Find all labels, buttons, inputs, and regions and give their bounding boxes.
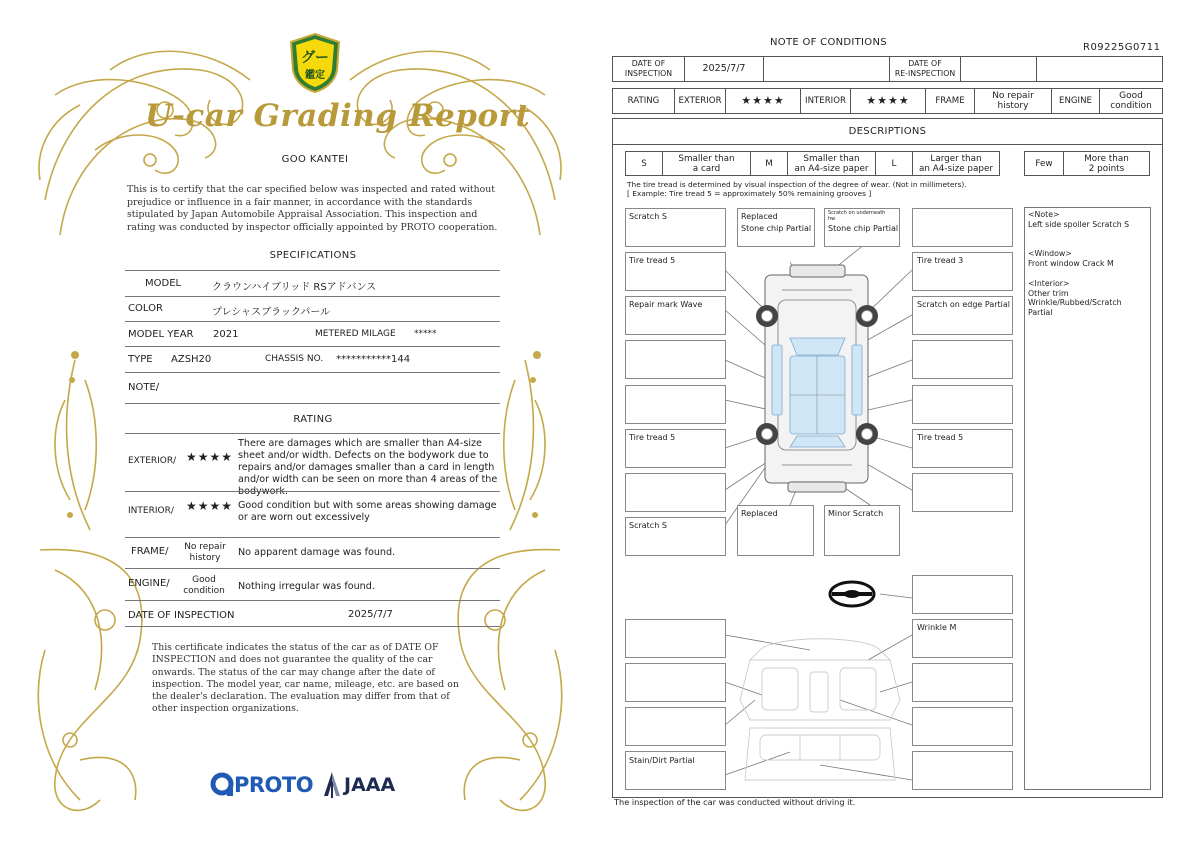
empty-cell bbox=[1036, 56, 1163, 82]
proto-wordmark: PROTO bbox=[234, 773, 314, 797]
date-of-inspection-label: DATE OF INSPECTION bbox=[612, 56, 685, 82]
tire-note: The tire tread is determined by visual inspection of the degree of wear. (Not in millimeters). bbox=[627, 180, 967, 189]
interior-rating-stars: ★★★★ bbox=[850, 88, 926, 114]
jaaa-logo-icon bbox=[320, 772, 344, 798]
goo-kantei-badge-icon bbox=[287, 32, 343, 94]
note-label: NOTE/ bbox=[128, 382, 160, 393]
engine-description: Nothing irregular was found. bbox=[238, 581, 375, 592]
interior-text: Wrinkle/Rubbed/Scratch bbox=[1028, 298, 1122, 307]
condition-label: Repair mark Wave bbox=[629, 300, 703, 309]
svg-text:鑑定: 鑑定 bbox=[305, 70, 325, 81]
divider bbox=[125, 346, 500, 347]
condition-box bbox=[912, 208, 1013, 247]
legend-l-key: L bbox=[875, 151, 913, 176]
divider bbox=[125, 321, 500, 322]
condition-label: Replaced bbox=[741, 212, 778, 221]
window-text: Front window Crack M bbox=[1028, 259, 1114, 268]
window-heading: <Window> bbox=[1028, 249, 1072, 258]
note-heading: <Note> bbox=[1028, 210, 1060, 219]
divider bbox=[125, 270, 500, 271]
condition-box bbox=[625, 707, 726, 746]
engine-value: Good condition bbox=[183, 575, 225, 596]
color-value: プレシャスブラックパール bbox=[212, 307, 331, 318]
frame-description: No apparent damage was found. bbox=[238, 547, 396, 558]
condition-label: Replaced bbox=[741, 509, 778, 518]
date-of-reinspection-label: DATE OF RE-INSPECTION bbox=[889, 56, 961, 82]
condition-box bbox=[625, 340, 726, 379]
condition-box bbox=[912, 575, 1013, 614]
interior-text: Partial bbox=[1028, 308, 1053, 317]
condition-label: Tire tread 5 bbox=[629, 433, 676, 442]
condition-label: hw bbox=[828, 216, 836, 222]
divider bbox=[125, 537, 500, 538]
condition-box bbox=[912, 340, 1013, 379]
divider bbox=[125, 403, 500, 404]
legend-few-key: Few bbox=[1024, 151, 1064, 176]
interior-text: Other trim bbox=[1028, 289, 1069, 298]
condition-box bbox=[912, 385, 1013, 424]
interior-label: INTERIOR bbox=[800, 88, 851, 114]
inspection-footnote: The inspection of the car was conducted without driving it. bbox=[614, 797, 856, 807]
divider bbox=[125, 372, 500, 373]
model-value: クラウンハイブリッド RSアドバンス bbox=[212, 282, 377, 293]
condition-label: Scratch S bbox=[629, 521, 667, 530]
engine-value: Good condition bbox=[1099, 88, 1163, 114]
tire-example-note: [ Example: Tire tread 5 = approximately 50% remaining grooves ] bbox=[627, 189, 872, 198]
report-script-title: U-car Grading Report bbox=[145, 98, 531, 134]
legend-s-key: S bbox=[625, 151, 663, 176]
divider bbox=[125, 296, 500, 297]
exterior-stars: ★★★★ bbox=[186, 450, 234, 464]
engine-label: ENGINE/ bbox=[128, 578, 170, 589]
chassis-label: CHASSIS NO. bbox=[265, 354, 324, 364]
condition-label: Wrinkle M bbox=[917, 623, 957, 632]
condition-label: Scratch S bbox=[629, 212, 667, 221]
frame-value: No repair history bbox=[184, 542, 226, 563]
exterior-label: EXTERIOR bbox=[674, 88, 726, 114]
divider bbox=[125, 600, 500, 601]
model-label: MODEL bbox=[145, 278, 182, 289]
legend-few-text: More than 2 points bbox=[1063, 151, 1150, 176]
type-value: AZSH20 bbox=[171, 354, 212, 365]
divider bbox=[125, 433, 500, 434]
model-year-label: MODEL YEAR bbox=[128, 329, 194, 340]
inspection-date-label: DATE OF INSPECTION bbox=[128, 610, 235, 621]
condition-box bbox=[912, 707, 1013, 746]
chassis-value: ***********144 bbox=[336, 354, 411, 365]
exterior-description: There are damages which are smaller than A4-size sheet and/or width. Defects on the bodywork due to repairs and/or damages smaller than a card in length and/or width can be seen on more than 4 areas of the bodywork. bbox=[238, 438, 498, 497]
legend-m-text: Smaller than an A4-size paper bbox=[787, 151, 876, 176]
condition-label: Scratch on underneath bbox=[828, 210, 886, 216]
reference-number: R09225G0711 bbox=[1083, 42, 1161, 53]
interior-stars: ★★★★ bbox=[186, 499, 234, 513]
frame-label: FRAME/ bbox=[131, 546, 169, 557]
condition-label: Stone chip Partial bbox=[741, 224, 812, 233]
condition-box bbox=[625, 473, 726, 512]
condition-label: Stain/Dirt Partial bbox=[629, 756, 695, 765]
metered-mileage-label: METERED MILAGE bbox=[315, 329, 396, 339]
empty-cell bbox=[763, 56, 890, 82]
legend-m-key: M bbox=[750, 151, 788, 176]
legend-l-text: Larger than an A4-size paper bbox=[912, 151, 1000, 176]
divider bbox=[125, 568, 500, 569]
divider bbox=[125, 491, 500, 492]
condition-box bbox=[912, 751, 1013, 790]
condition-box bbox=[625, 385, 726, 424]
exterior-label: EXTERIOR/ bbox=[128, 456, 177, 466]
inspection-date-value: 2025/7/7 bbox=[348, 609, 393, 620]
exterior-rating-stars: ★★★★ bbox=[725, 88, 801, 114]
frame-label: FRAME bbox=[925, 88, 975, 114]
rating-heading: RATING bbox=[293, 414, 333, 425]
certificate-intro: This is to certify that the car specified below was inspected and rated without prejudice or influence in a fair manner, in accordance with the standards stipulated by Japan Automobile Appraisal Association. This inspection and rating was conducted by inspector officially appointed by PROTO cooperation. bbox=[127, 184, 498, 233]
svg-text:グー: グー bbox=[301, 50, 329, 66]
condition-box bbox=[912, 473, 1013, 512]
note-of-conditions-title: NOTE OF CONDITIONS bbox=[770, 37, 887, 48]
condition-label: Stone chip Partial bbox=[828, 224, 899, 233]
date-of-inspection-value: 2025/7/7 bbox=[684, 56, 764, 82]
descriptions-heading: DESCRIPTIONS bbox=[612, 118, 1163, 145]
interior-description: Good condition but with some areas showing damage or are worn out excessively bbox=[238, 500, 497, 523]
metered-mileage-value: ***** bbox=[414, 329, 437, 339]
note-text: Left side spoiler Scratch S bbox=[1028, 220, 1130, 229]
divider bbox=[125, 626, 500, 627]
condition-label: Scratch on edge Partial bbox=[917, 300, 1011, 309]
condition-box bbox=[912, 663, 1013, 702]
footer-logos bbox=[210, 770, 400, 800]
certificate-disclaimer: This certificate indicates the status of the car as of DATE OF INSPECTION and does not guarantee the quality of the car onwards. The status of the car may change after the date of inspection. The model year, car name, mileage, etc. are based on the dealer's declaration. The evaluation may differ from that of other inspection organizations. bbox=[152, 642, 459, 715]
condition-label: Tire tread 3 bbox=[917, 256, 964, 265]
empty-cell bbox=[960, 56, 1037, 82]
issuer-name: GOO KANTEI bbox=[281, 154, 349, 165]
interior-label: INTERIOR/ bbox=[128, 506, 174, 516]
jaaa-wordmark: JAAA bbox=[344, 774, 396, 796]
color-label: COLOR bbox=[128, 303, 163, 314]
rating-label: RATING bbox=[612, 88, 675, 114]
engine-label: ENGINE bbox=[1051, 88, 1100, 114]
condition-label: Tire tread 5 bbox=[629, 256, 676, 265]
interior-heading: <Interior> bbox=[1028, 279, 1070, 288]
model-year-value: 2021 bbox=[213, 329, 239, 340]
proto-logo-icon bbox=[210, 772, 236, 798]
specifications-heading: SPECIFICATIONS bbox=[269, 250, 357, 261]
frame-value: No repair history bbox=[974, 88, 1052, 114]
condition-label: Tire tread 5 bbox=[917, 433, 964, 442]
legend-s-text: Smaller than a card bbox=[662, 151, 751, 176]
condition-label: Minor Scratch bbox=[828, 509, 884, 518]
condition-box bbox=[625, 663, 726, 702]
condition-box bbox=[625, 619, 726, 658]
type-label: TYPE bbox=[128, 354, 153, 365]
